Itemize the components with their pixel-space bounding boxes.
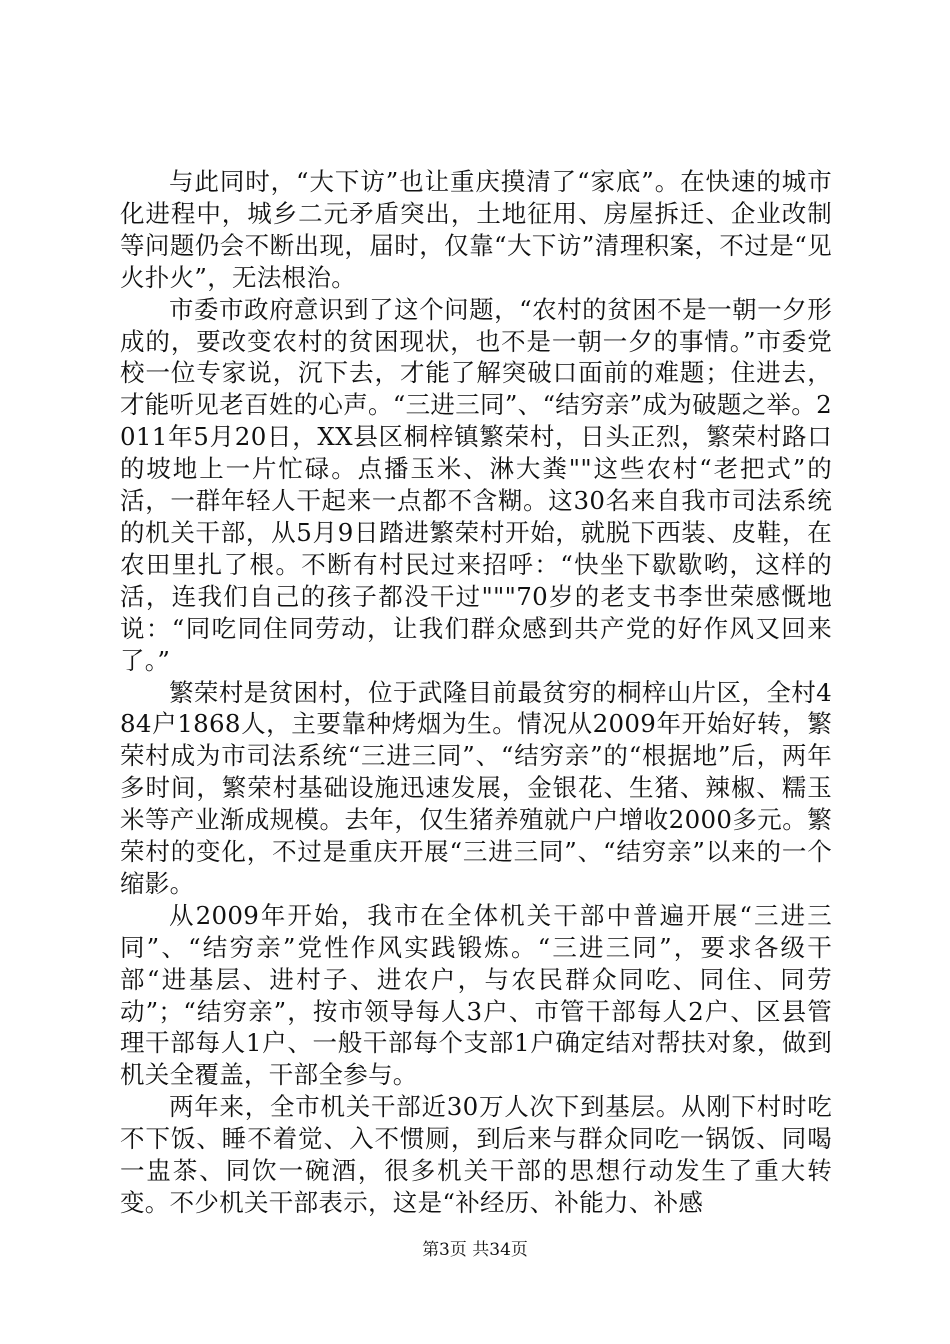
paragraph-5: 两年来，全市机关干部近30万人次下到基层。从刚下村时吃不下饭、睡不着觉、入不惯厕，到后来与群众同吃一锅饭、同喝一盅茶、同饮一碗酒，很多机关干部的思想行动发生了重大转变。不少机关干部表示，这是“补经历、补能力、补感 [120,1092,832,1217]
page-number-label: 第3页 共34页 [422,1240,528,1260]
paragraph-4: 从2009年开始，我市在全体机关干部中普遍开展“三进三同”、“结穷亲”党性作风实践锻炼。“三进三同”，要求各级干部“进基层、进村子、进农户，与农民群众同吃、同住、同劳动”；“结穷亲”，按市领导每人3户、市管干部每人2户、区县管理干部每人1户、一般干部每个支部1户确定结对帮扶对象，做到机关全覆盖，干部全参与。 [120,900,832,1090]
paragraph-1: 与此同时，“大下访”也让重庆摸清了“家底”。在快速的城市化进程中，城乡二元矛盾突出，土地征用、房屋拆迁、企业改制等问题仍会不断出现，届时，仅靠“大下访”清理积案，不过是“见火扑火”，无法根治。 [120,167,832,292]
paragraph-3: 繁荣村是贫困村，位于武隆目前最贫穷的桐梓山片区，全村484户1868人，主要靠种烤烟为生。情况从2009年开始好转，繁荣村成为市司法系统“三进三同”、“结穷亲”的“根据地”后，两年多时间，繁荣村基础设施迅速发展，金银花、生猪、辣椒、糯玉米等产业渐成规模。去年，仅生猪养殖就户户增收2000多元。繁荣村的变化，不过是重庆开展“三进三同”、“结穷亲”以来的一个缩影。 [120,677,832,898]
document-body [120,166,832,1219]
paragraph-2: 市委市政府意识到了这个问题，“农村的贫困不是一朝一夕形成的，要改变农村的贫困现状，也不是一朝一夕的事情。”市委党校一位专家说，沉下去，才能了解突破口面前的难题；住进去，才能听见老百姓的心声。“三进三同”、“结穷亲”成为破题之举。2011年5月20日，XX县区桐梓镇繁荣村，日头正烈，繁荣村路口的坡地上一片忙碌。点播玉米、淋大粪""这些农村“老把式”的活，一群年轻人干起来一点都不含糊。这30名来自我市司法系统的机关干部，从5月9日踏进繁荣村开始，就脱下西装、皮鞋，在农田里扎了根。不断有村民过来招呼：“快坐下歇歇哟，这样的活，连我们自己的孩子都没干过"""70岁的老支书李世荣感慨地说：“同吃同住同劳动，让我们群众感到共产党的好作风又回来了。” [120,294,833,675]
page-footer [0,1239,950,1261]
